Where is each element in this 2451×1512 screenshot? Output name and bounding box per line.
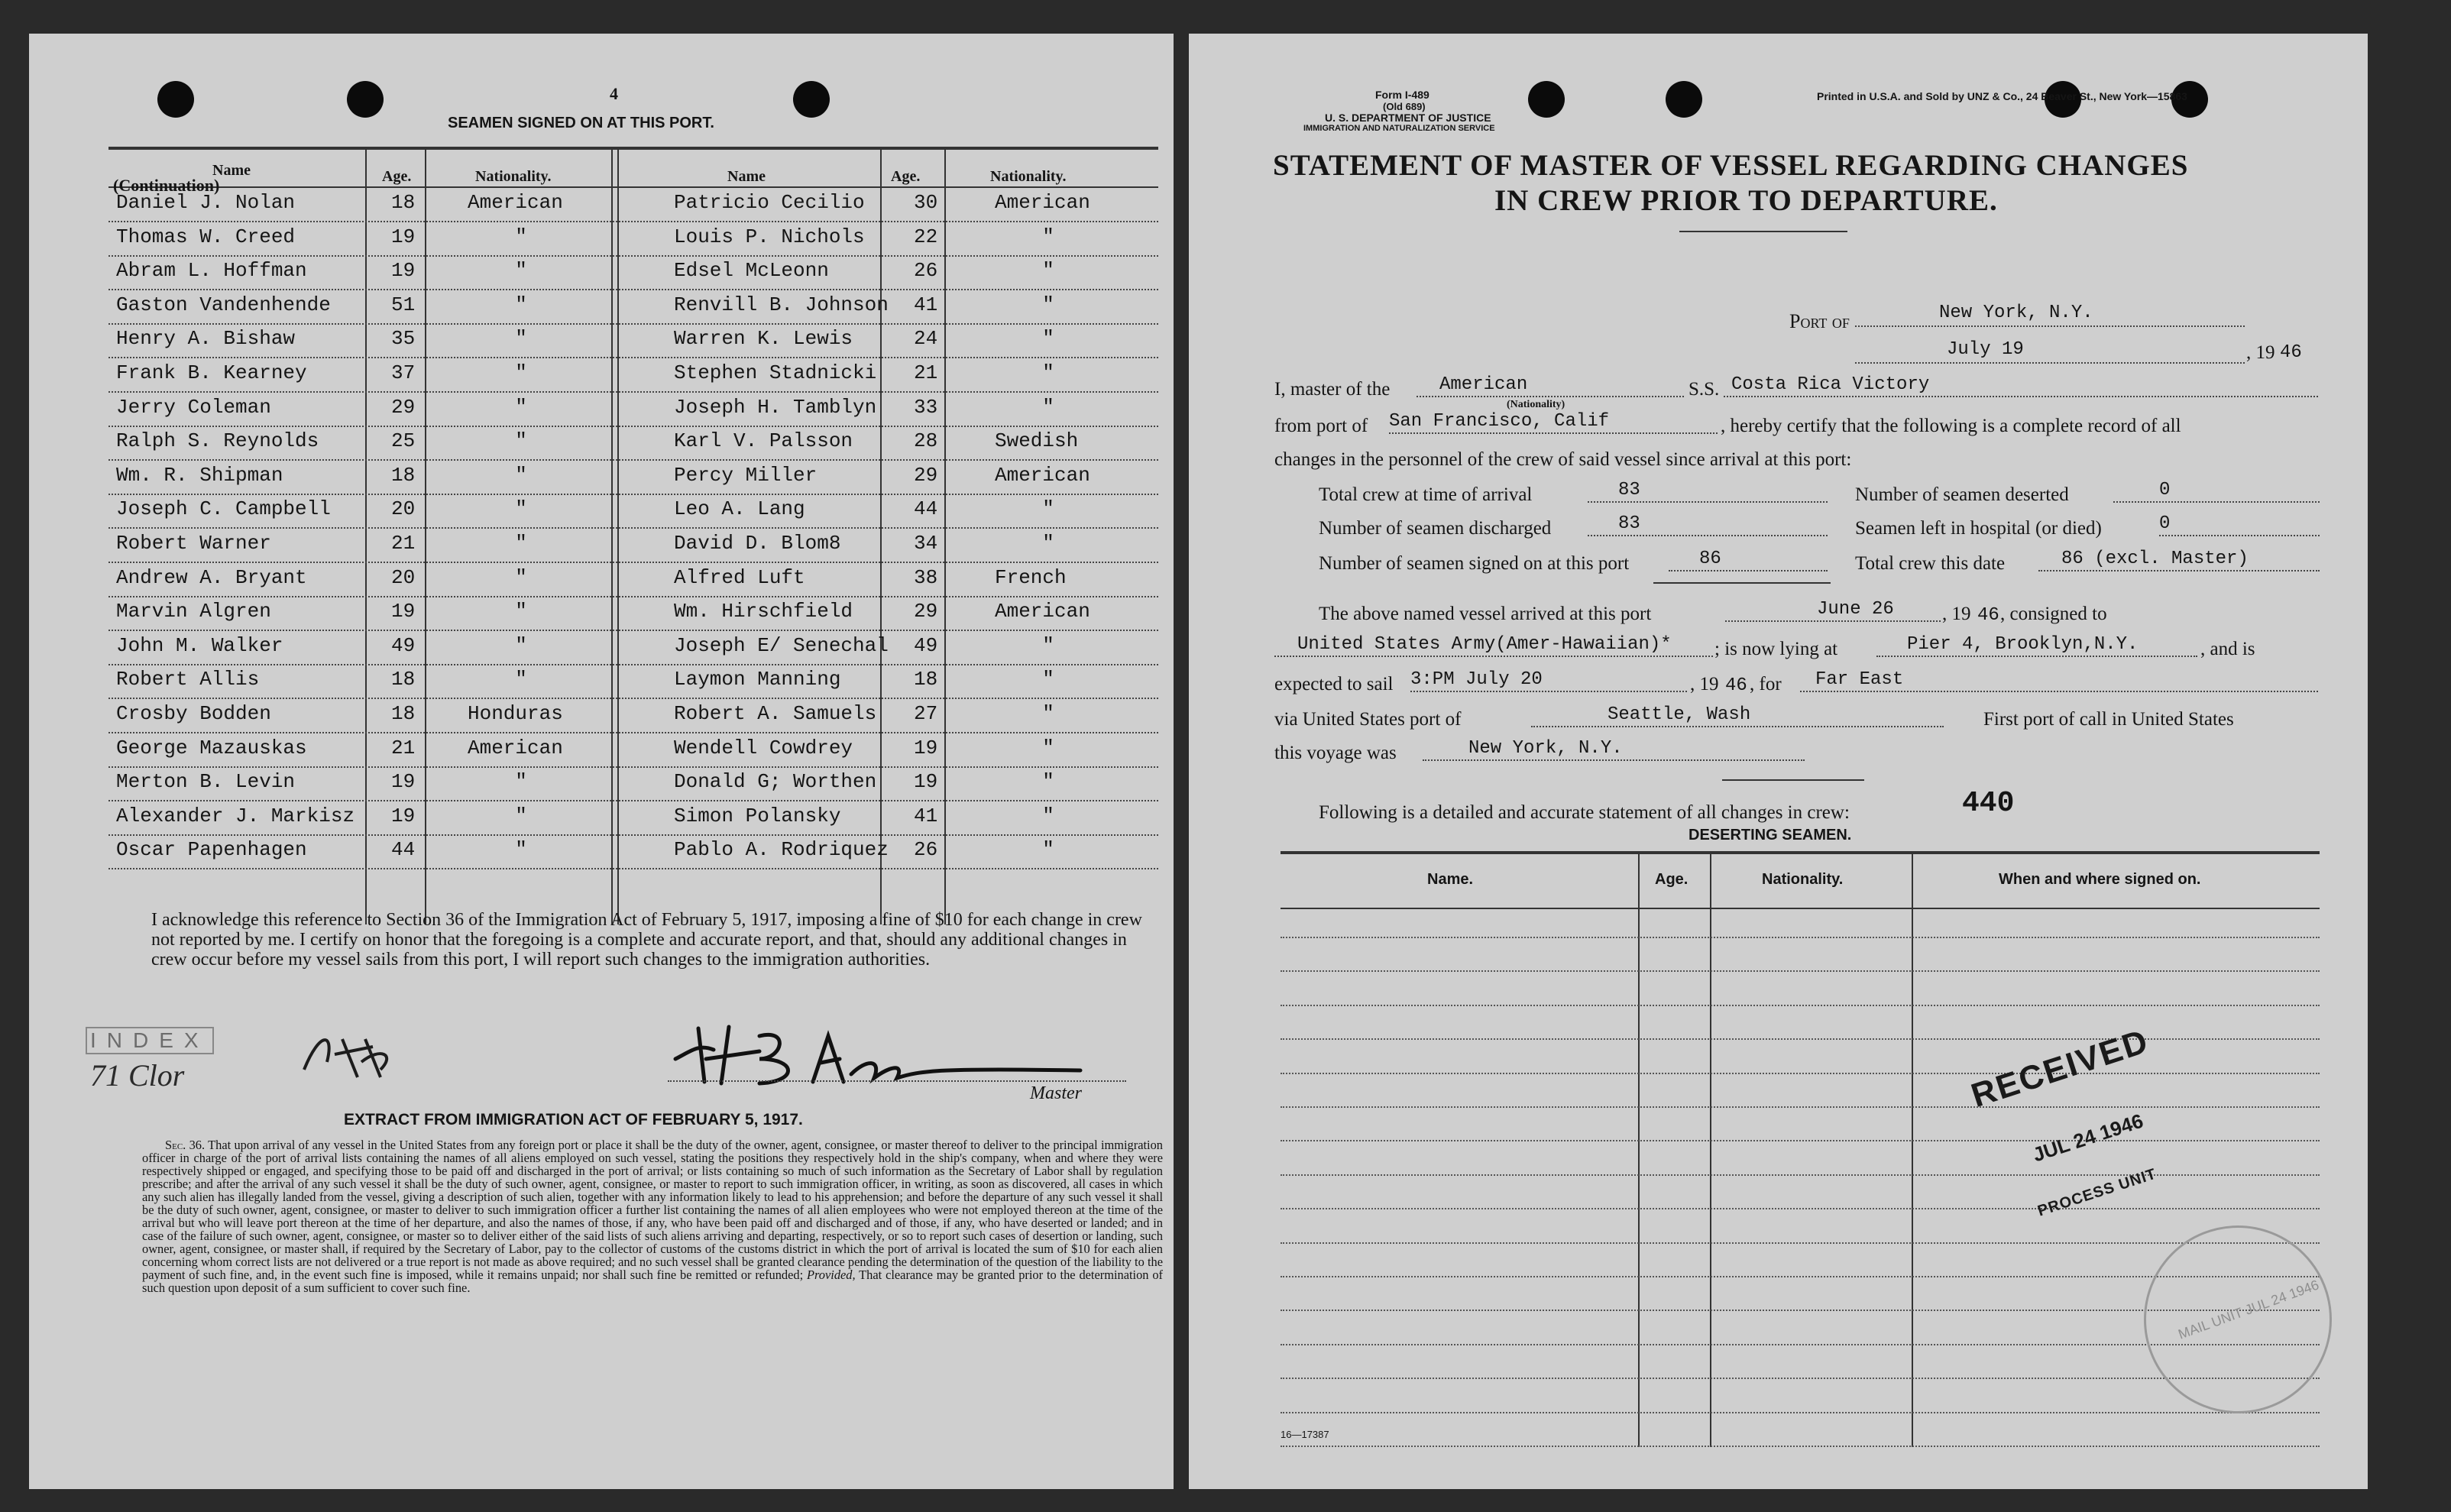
date-value: July 19 xyxy=(1855,339,2245,364)
crew-name: Jerry Coleman xyxy=(116,395,271,419)
sail-year: 46 xyxy=(1725,675,1747,696)
crew-nationality: " xyxy=(515,600,527,623)
crew-nationality: " xyxy=(1042,259,1054,283)
handwritten-mark xyxy=(289,1024,403,1085)
crew-name: Joseph E/ Senechal xyxy=(674,633,889,657)
crew-name: Daniel J. Nolan xyxy=(116,191,296,214)
crew-nationality: " xyxy=(515,668,527,691)
crew-age: 49 xyxy=(914,633,938,657)
crew-name: Wm. Hirschfield xyxy=(674,600,853,623)
table-row xyxy=(108,595,1158,631)
via-label: via United States port of xyxy=(1274,709,1462,730)
crew-nationality: " xyxy=(1042,668,1054,691)
deserting-blank-row xyxy=(1281,970,2320,972)
crew-name: Robert Warner xyxy=(116,532,271,555)
table-row xyxy=(108,663,1158,699)
crew-age: 18 xyxy=(391,191,416,214)
crew-age: 20 xyxy=(391,497,416,521)
col-header-name: Name xyxy=(212,162,251,179)
deserting-blank-row xyxy=(1281,1106,2320,1108)
deserting-blank-row xyxy=(1281,1174,2320,1176)
crew-nationality: " xyxy=(1042,838,1054,862)
crew-nationality: " xyxy=(515,565,527,589)
crew-age: 30 xyxy=(914,191,938,214)
page-number: 4 xyxy=(610,84,618,103)
crew-name: Edsel McLeonn xyxy=(674,259,829,283)
crew-age: 18 xyxy=(914,668,938,691)
deserting-col-name: Name. xyxy=(1427,871,1474,888)
section-heading: SEAMEN SIGNED ON AT THIS PORT. xyxy=(448,115,714,131)
service: IMMIGRATION AND NATURALIZATION SERVICE xyxy=(1303,124,1495,133)
total-date-value: 86 (excl. Master) xyxy=(2038,549,2320,571)
right-page xyxy=(1189,34,2368,1489)
crew-name: Laymon Manning xyxy=(674,668,841,691)
crew-nationality: " xyxy=(515,633,527,657)
crew-name: Karl V. Palsson xyxy=(674,429,853,453)
crew-name: Oscar Papenhagen xyxy=(116,838,307,862)
deserting-blank-row xyxy=(1281,1073,2320,1074)
deserting-blank-row xyxy=(1281,1208,2320,1209)
col-header-nationality: Nationality. xyxy=(990,168,1067,185)
crew-nationality: " xyxy=(515,804,527,827)
deserting-blank-row xyxy=(1281,1038,2320,1040)
table-row xyxy=(108,630,1158,665)
table-row xyxy=(108,527,1158,563)
crew-age: 19 xyxy=(391,770,416,794)
crew-name: John M. Walker xyxy=(116,633,283,657)
crew-age: 18 xyxy=(391,668,416,691)
crew-name: Gaston Vandenhende xyxy=(116,293,331,316)
form-number: Form I-489 xyxy=(1375,89,1429,101)
crew-nationality: American xyxy=(995,191,1090,214)
voyage-label: this voyage was xyxy=(1274,743,1397,763)
sec36-tail: That clearance may be granted prior to the determination of such question upon deposit of a sum sufficient to cover such fine. xyxy=(142,1268,1163,1295)
crew-age: 21 xyxy=(914,361,938,384)
deserted-label: Number of seamen deserted xyxy=(1855,484,2069,505)
crew-nationality: American xyxy=(995,600,1090,623)
crew-nationality: American xyxy=(468,191,563,214)
crew-name: Simon Polansky xyxy=(674,804,841,827)
master-of-label: I, master of the xyxy=(1274,379,1391,400)
col-divider xyxy=(1638,851,1640,1447)
crew-nationality: " xyxy=(515,463,527,487)
table-row xyxy=(108,834,1158,869)
crew-age: 26 xyxy=(914,838,938,862)
table-row xyxy=(108,425,1158,461)
crew-name: George Mazauskas xyxy=(116,736,307,759)
form-title-line1: STATEMENT OF MASTER OF VESSEL REGARDING CHANGES xyxy=(1273,149,2189,182)
discharged-label: Number of seamen discharged xyxy=(1319,518,1552,539)
table-row xyxy=(108,289,1158,325)
crew-name: David D. Blom8 xyxy=(674,532,841,555)
crew-nationality: " xyxy=(515,259,527,283)
table-row xyxy=(108,459,1158,495)
sail-year-prefix: , 19 xyxy=(1690,674,1719,694)
crew-nationality: " xyxy=(1042,702,1054,725)
received-stamp-office: PROCESS UNIT xyxy=(2035,1165,2159,1220)
crew-name: Robert Allis xyxy=(116,668,260,691)
crew-name: Patricio Cecilio xyxy=(674,191,865,214)
crew-name: Alexander J. Markisz xyxy=(116,804,355,827)
crew-name: Stephen Stadnicki xyxy=(674,361,877,384)
col-header-age: Age. xyxy=(891,168,921,185)
expected-value: 3:PM July 20 xyxy=(1410,669,1687,692)
crew-age: 21 xyxy=(391,736,416,759)
crew-name: Henry A. Bishaw xyxy=(116,327,296,351)
deserting-blank-row xyxy=(1281,1412,2320,1413)
deserting-blank-row xyxy=(1281,937,2320,938)
total-arrival-label: Total crew at time of arrival xyxy=(1319,484,1533,505)
crew-nationality: " xyxy=(1042,770,1054,794)
crew-nationality: French xyxy=(995,565,1067,589)
table-row xyxy=(108,186,1158,222)
ss-label: S.S. xyxy=(1689,379,1720,400)
footer-code: 16—17387 xyxy=(1281,1429,1329,1440)
crew-age: 41 xyxy=(914,293,938,316)
stats-rule xyxy=(1653,582,1831,584)
crew-age: 49 xyxy=(391,633,416,657)
table-row xyxy=(108,698,1158,733)
table-top-rule xyxy=(108,147,1158,150)
crew-age: 20 xyxy=(391,565,416,589)
crew-name: Alfred Luft xyxy=(674,565,805,589)
table-row xyxy=(108,357,1158,393)
consigned-label: , consigned to xyxy=(2000,604,2107,624)
table-row xyxy=(108,254,1158,290)
left-page xyxy=(29,34,1174,1489)
expected-label: expected to sail xyxy=(1274,674,1394,694)
crew-age: 19 xyxy=(391,225,416,248)
crew-nationality: " xyxy=(1042,395,1054,419)
certify-text: , hereby certify that the following is a complete record of all xyxy=(1721,416,2181,436)
crew-name: Percy Miller xyxy=(674,463,818,487)
crew-name: Frank B. Kearney xyxy=(116,361,307,384)
hospital-label: Seamen left in hospital (or died) xyxy=(1855,518,2102,539)
acknowledgement-text: I acknowledge this reference to Section 36 of the Immigration Act of February 5, 1917, imposing a fine of $10 for each change in crew not reported by me. I certify on honor that the foregoing is a complete and accurate report, and that, should any additional changes in crew occur before my vessel sails from this port, I will report such changes to the immigration authorities. xyxy=(151,910,1142,970)
vessel-value: Costa Rica Victory xyxy=(1724,374,2318,397)
crew-nationality: " xyxy=(1042,293,1054,316)
crew-nationality: " xyxy=(515,395,527,419)
crew-nationality: Swedish xyxy=(995,429,1079,453)
crew-nationality: " xyxy=(515,838,527,862)
deserting-col-nationality: Nationality. xyxy=(1762,871,1844,888)
crew-nationality: " xyxy=(515,770,527,794)
crew-age: 38 xyxy=(914,565,938,589)
table-row xyxy=(108,493,1158,529)
crew-age: 28 xyxy=(914,429,938,453)
crew-age: 44 xyxy=(391,838,416,862)
crew-age: 29 xyxy=(914,463,938,487)
col-header-age: Age. xyxy=(382,168,412,185)
table-row xyxy=(108,766,1158,801)
section-36-text xyxy=(142,1138,1163,1294)
printer-credit: Printed in U.S.A. and Sold by UNZ & Co., 24 Beaver St., New York—15863 xyxy=(1817,90,2187,102)
and-is-label: , and is xyxy=(2200,639,2255,659)
total-arrival-value: 83 xyxy=(1588,480,1828,503)
punch-hole xyxy=(157,81,194,118)
crew-name: Louis P. Nichols xyxy=(674,225,865,248)
year-value: 46 xyxy=(2280,342,2302,363)
sec36-label: Sec. 36. xyxy=(165,1138,206,1152)
crew-nationality: " xyxy=(515,293,527,316)
lying-label: ; is now lying at xyxy=(1714,639,1838,659)
arrived-year-prefix: , 19 xyxy=(1942,604,1971,624)
crew-nationality: " xyxy=(515,225,527,248)
crew-name: Joseph H. Tamblyn xyxy=(674,395,877,419)
crew-age: 44 xyxy=(914,497,938,521)
deserted-value: 0 xyxy=(2113,480,2320,503)
nationality-caption: (Nationality) xyxy=(1507,399,1565,410)
deserting-header-rule xyxy=(1281,908,2320,909)
crew-age: 26 xyxy=(914,259,938,283)
reference-number: 440 xyxy=(1962,787,2015,820)
punch-hole xyxy=(1528,81,1565,118)
crew-nationality: " xyxy=(1042,736,1054,759)
table-row xyxy=(108,391,1158,427)
crew-name: Pablo A. Rodriquez xyxy=(674,838,889,862)
hospital-value: 0 xyxy=(2159,513,2320,536)
crew-nationality: " xyxy=(1042,327,1054,351)
department: U. S. DEPARTMENT OF JUSTICE xyxy=(1325,112,1491,124)
deserting-col-age: Age. xyxy=(1655,871,1689,888)
signed-on-value: 86 xyxy=(1669,549,1828,571)
crew-age: 19 xyxy=(391,600,416,623)
crew-name: Robert A. Samuels xyxy=(674,702,877,725)
voyage-rule xyxy=(1722,779,1864,781)
port-label: Port of xyxy=(1789,310,1850,332)
deserting-top-rule xyxy=(1281,851,2320,854)
title-rule xyxy=(1679,231,1847,232)
crew-age: 18 xyxy=(391,463,416,487)
deserting-heading: DESERTING SEAMEN. xyxy=(1689,827,1852,843)
for-label: , for xyxy=(1750,674,1782,694)
table-row xyxy=(108,732,1158,768)
arrived-date: June 26 xyxy=(1725,599,1941,622)
changes-text: changes in the personnel of the crew of said vessel since arrival at this port: xyxy=(1274,449,1852,470)
crew-name: Ralph S. Reynolds xyxy=(116,429,319,453)
crew-age: 35 xyxy=(391,327,416,351)
received-stamp-date: JUL 24 1946 xyxy=(2029,1109,2146,1167)
index-marks: 71 Clor xyxy=(90,1058,185,1093)
form-old-number: (Old 689) xyxy=(1383,101,1426,112)
crew-name: Leo A. Lang xyxy=(674,497,805,521)
discharged-value: 83 xyxy=(1588,513,1828,536)
crew-age: 25 xyxy=(391,429,416,453)
deserting-col-when-where: When and where signed on. xyxy=(1999,871,2201,888)
crew-name: Abram L. Hoffman xyxy=(116,259,307,283)
table-row xyxy=(108,800,1158,836)
extract-title: EXTRACT FROM IMMIGRATION ACT OF FEBRUARY 5, 1917. xyxy=(344,1111,803,1128)
crew-nationality: " xyxy=(515,497,527,521)
crew-age: 27 xyxy=(914,702,938,725)
crew-age: 51 xyxy=(391,293,416,316)
crew-age: 41 xyxy=(914,804,938,827)
col-divider xyxy=(1912,851,1913,1447)
crew-nationality: " xyxy=(1042,532,1054,555)
crew-age: 21 xyxy=(391,532,416,555)
deserting-blank-row xyxy=(1281,1140,2320,1141)
crew-name: Crosby Bodden xyxy=(116,702,271,725)
lying-value: Pier 4, Brooklyn,N.Y. xyxy=(1876,634,2197,657)
deserting-blank-row xyxy=(1281,1446,2320,1447)
table-row xyxy=(108,322,1158,358)
col-header-continuation: (Continuation) xyxy=(113,176,220,195)
master-label: Master xyxy=(1030,1083,1082,1103)
table-row xyxy=(108,562,1158,597)
crew-name: Donald G; Worthen xyxy=(674,770,877,794)
from-port-label: from port of xyxy=(1274,416,1368,436)
crew-age: 19 xyxy=(391,259,416,283)
consignee-value: United States Army(Amer-Hawaiian)* xyxy=(1274,634,1713,657)
table-row xyxy=(108,221,1158,257)
sec36-body: That upon arrival of any vessel in the United States from any foreign port or place it shall be the duty of the owner, agent, consignee, or master thereof to deliver to the principal immigration officer in charge of the port of arrival lists containing the names of all aliens employed on such vessel, stating the positions they respectively hold in the ship's company, when and where they were respectively shipped or engaged, and specifying those to be paid off and discharged in the port of arrival; or lists containing so much of such information as the Secretary of Labor shall by regulation prescribe; and after the arrival of any such vessel it shall be the duty of such owner, agent, consignee, or master to report to such immigration officer, in writing, as soon as discovered, all cases in which any such alien has illegally landed from the vessel, giving a description of such alien, together with any information likely to lead to his apprehension; and before the departure of any such vessel it shall be the duty of such owner, agent, consignee, or master to deliver to such immigration officer a further list containing the names of all alien employees who were not employed thereon at the time of the arrival but who will leave port thereon at the time of her departure, and also the names of those, if any, who have been paid off and discharged and of those, if any, who have deserted or landed; and in case of the failure of such owner, agent, consignee, or master so to deliver either of the said lists of such aliens arriving and departing, respectively, or so to report such cases of desertion or landing, such owner, agent, consignee, or master shall, if required by the Secretary of Labor, pay to the collector of customs of the customs district in which the port of arrival is located the sum of $10 for each alien concerning whom correct lists are not delivered or a true report is not made as above required; and no such vessel shall be granted clearance pending the determination of the question of the liability to the payment of such fine, and, in the event such fine is imposed, while it remains unpaid; nor shall such fine be remitted or refunded; xyxy=(142,1138,1163,1282)
col-divider xyxy=(1710,851,1711,1447)
voyage-value: New York, N.Y. xyxy=(1423,738,1805,761)
crew-age: 29 xyxy=(914,600,938,623)
crew-age: 34 xyxy=(914,532,938,555)
following-label: Following is a detailed and accurate statement of all changes in crew: xyxy=(1319,802,1850,823)
crew-name: Marvin Algren xyxy=(116,600,271,623)
crew-name: Andrew A. Bryant xyxy=(116,565,307,589)
crew-age: 33 xyxy=(914,395,938,419)
crew-name: Warren K. Lewis xyxy=(674,327,853,351)
crew-nationality: " xyxy=(515,532,527,555)
arrived-label: The above named vessel arrived at this port xyxy=(1319,604,1652,624)
col-header-nationality: Nationality. xyxy=(475,168,552,185)
for-value: Far East xyxy=(1800,669,2318,692)
crew-nationality: " xyxy=(1042,804,1054,827)
sec36-provided: Provided, xyxy=(807,1268,856,1282)
crew-nationality: " xyxy=(515,429,527,453)
punch-hole xyxy=(347,81,384,118)
via-value: Seattle, Wash xyxy=(1531,704,1944,727)
crew-age: 19 xyxy=(914,736,938,759)
crew-nationality: " xyxy=(1042,225,1054,248)
crew-name: Thomas W. Creed xyxy=(116,225,296,248)
crew-nationality: " xyxy=(1042,497,1054,521)
crew-nationality: " xyxy=(1042,633,1054,657)
crew-nationality: " xyxy=(515,361,527,384)
port-value: New York, N.Y. xyxy=(1855,303,2245,327)
total-date-label: Total crew this date xyxy=(1855,553,2006,574)
crew-age: 19 xyxy=(914,770,938,794)
crew-age: 29 xyxy=(391,395,416,419)
deserting-blank-row xyxy=(1281,1242,2320,1244)
arrived-year: 46 xyxy=(1977,605,1999,626)
crew-age: 18 xyxy=(391,702,416,725)
deserting-blank-row xyxy=(1281,1005,2320,1006)
punch-hole xyxy=(1666,81,1702,118)
crew-nationality: " xyxy=(515,327,527,351)
index-stamp: INDEX xyxy=(86,1027,214,1054)
signed-on-label: Number of seamen signed on at this port xyxy=(1319,553,1630,574)
crew-nationality: American xyxy=(995,463,1090,487)
crew-name: Renvill B. Johnson xyxy=(674,293,889,316)
crew-age: 22 xyxy=(914,225,938,248)
crew-age: 19 xyxy=(391,804,416,827)
crew-nationality: Honduras xyxy=(468,702,563,725)
crew-nationality: American xyxy=(468,736,563,759)
crew-name: Merton B. Levin xyxy=(116,770,296,794)
crew-name: Wendell Cowdrey xyxy=(674,736,853,759)
from-port-value: San Francisco, Calif xyxy=(1389,411,1718,434)
crew-age: 24 xyxy=(914,327,938,351)
crew-name: Wm. R. Shipman xyxy=(116,463,283,487)
form-title-line2: IN CREW PRIOR TO DEPARTURE. xyxy=(1494,184,1998,217)
col-header-name: Name xyxy=(727,168,766,185)
punch-hole xyxy=(793,81,830,118)
crew-nationality: " xyxy=(1042,361,1054,384)
year-prefix: , 19 xyxy=(2246,342,2275,363)
received-stamp: RECEIVED xyxy=(1967,1021,2154,1115)
postmark-text: MAIL UNIT JUL 24 1946 xyxy=(2176,1277,2321,1342)
crew-name: Joseph C. Campbell xyxy=(116,497,331,521)
first-port-label: First port of call in United States xyxy=(1983,709,2234,730)
crew-age: 37 xyxy=(391,361,416,384)
nationality-value: American xyxy=(1417,374,1684,397)
